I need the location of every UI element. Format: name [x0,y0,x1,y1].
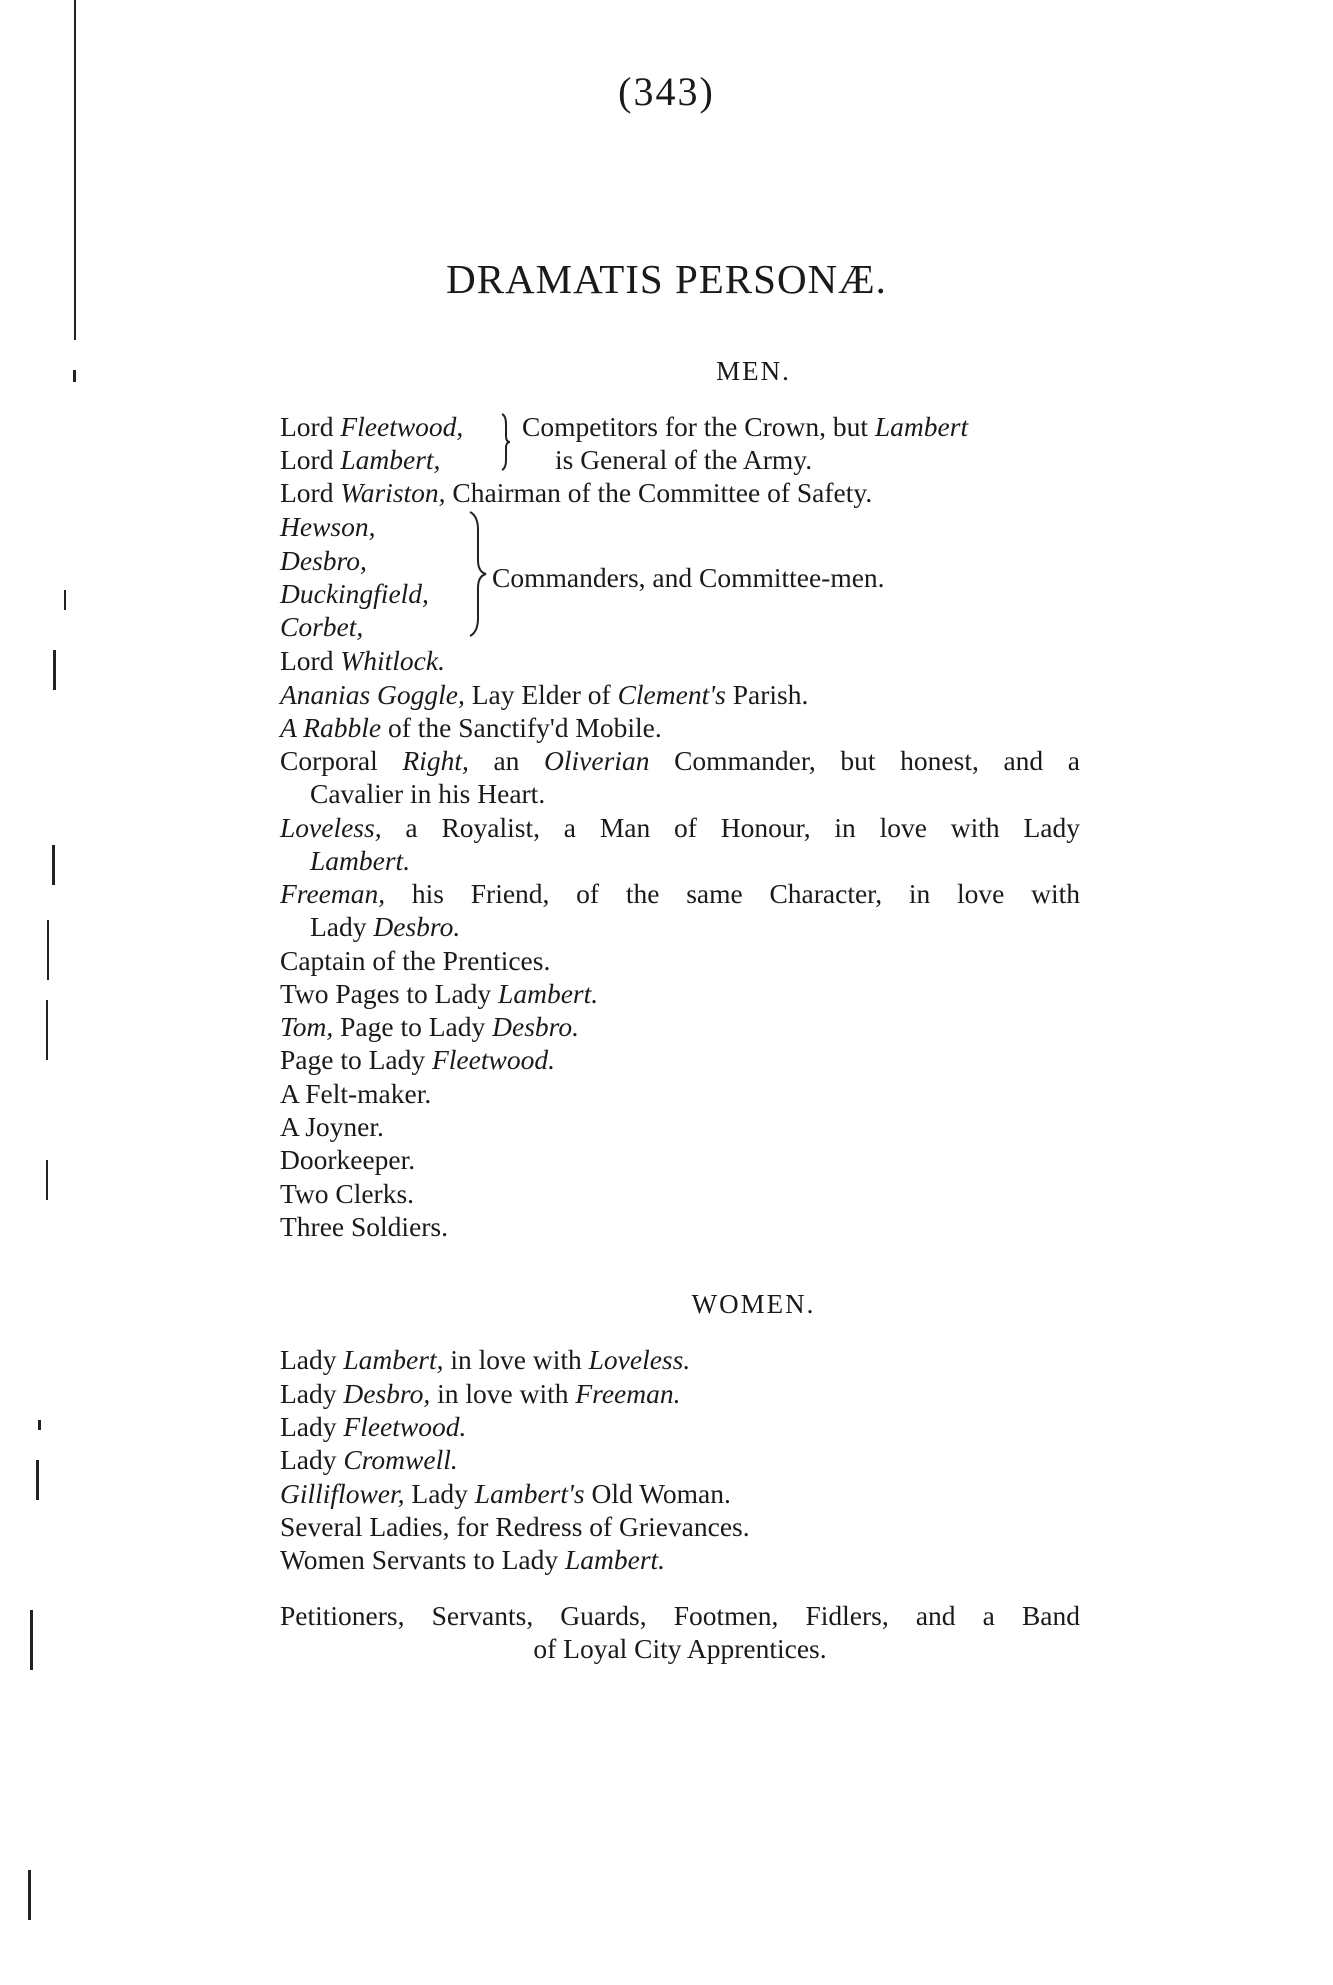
cast-entry-captain: Captain of the Prentices. [280,945,551,976]
cast-entry-joyner: A Joyner. [280,1111,384,1142]
cast-entry-duckingfield: Duckingfield, [280,578,429,609]
cast-entry-freeman-line2: Lady Desbro. [310,911,461,942]
cast-entry-women-servants: Women Servants to Lady Lambert. [280,1544,666,1575]
cast-entry-desbro: Desbro, [280,545,367,576]
cast-entry-goggle: Ananias Goggle, Lay Elder of Clement's Parish. [280,679,809,710]
cast-entry-lady-desbro: Lady Desbro, in love with Freeman. [280,1378,681,1409]
cast-entry-freeman: Freeman, his Friend, of the same Character, in love with [280,878,1080,909]
cast-entry-soldiers: Three Soldiers. [280,1211,449,1242]
cast-entry-page-fleetwood: Page to Lady Fleetwood. [280,1044,555,1075]
cast-entry-feltmaker: A Felt-maker. [280,1078,432,1109]
cast-entry-tom: Tom, Page to Lady Desbro. [280,1011,579,1042]
character-name: Fleetwood, [340,411,464,442]
competitors-description: Competitors for the Crown, but Lambert [522,411,969,442]
commanders-description: Commanders, and Committee-men. [492,562,885,593]
cast-entry-rabble: A Rabble of the Sanctify'd Mobile. [280,712,662,743]
cast-entry-pages-lambert: Two Pages to Lady Lambert. [280,978,599,1009]
page-number: (343) [618,69,715,114]
cast-entry-gilliflower: Gilliflower, Lady Lambert's Old Woman. [280,1478,731,1509]
cast-entry-wariston: Lord Wariston, Chairman of the Committee of Safety. [280,477,873,508]
cast-entry-lady-lambert: Lady Lambert, in love with Loveless. [280,1344,691,1375]
cast-entry-whitlock: Lord Whitlock. [280,645,445,676]
cast-entry-right-line2: Cavalier in his Heart. [310,778,546,809]
cast-entry-lady-fleetwood: Lady Fleetwood. [280,1411,467,1442]
women-heading: WOMEN. [691,1289,816,1319]
cast-entry-petitioners: Petitioners, Servants, Guards, Footmen, Fidlers, and a Band [280,1600,1080,1631]
cast-entry-several-ladies: Several Ladies, for Redress of Grievances. [280,1511,750,1542]
brace-commanders [466,508,492,640]
cast-entry-right: Corporal Right, an Oliverian Commander, but honest, and a [280,745,1080,776]
cast-entry-hewson: Hewson, [280,511,376,542]
cast-entry-loveless-line2: Lambert. [310,845,411,876]
cast-entry-loveless: Loveless, a Royalist, a Man of Honour, in love with Lady [280,812,1080,843]
cast-entry-fleetwood: Lord Fleetwood, [280,411,464,442]
competitors-description-line2: is General of the Army. [555,444,813,475]
cast-entry-doorkeeper: Doorkeeper. [280,1144,416,1175]
cast-entry-corbet: Corbet, [280,611,364,642]
page-title: DRAMATIS PERSONÆ. [446,256,887,302]
character-name: Lambert, [340,444,441,475]
men-heading: MEN. [716,356,791,386]
brace-competitors [498,410,514,474]
cast-entry-lady-cromwell: Lady Cromwell. [280,1444,458,1475]
cast-entry-lambert: Lord Lambert, [280,444,441,475]
cast-entry-petitioners-line2: of Loyal City Apprentices. [533,1633,827,1664]
cast-entry-clerks: Two Clerks. [280,1178,415,1209]
